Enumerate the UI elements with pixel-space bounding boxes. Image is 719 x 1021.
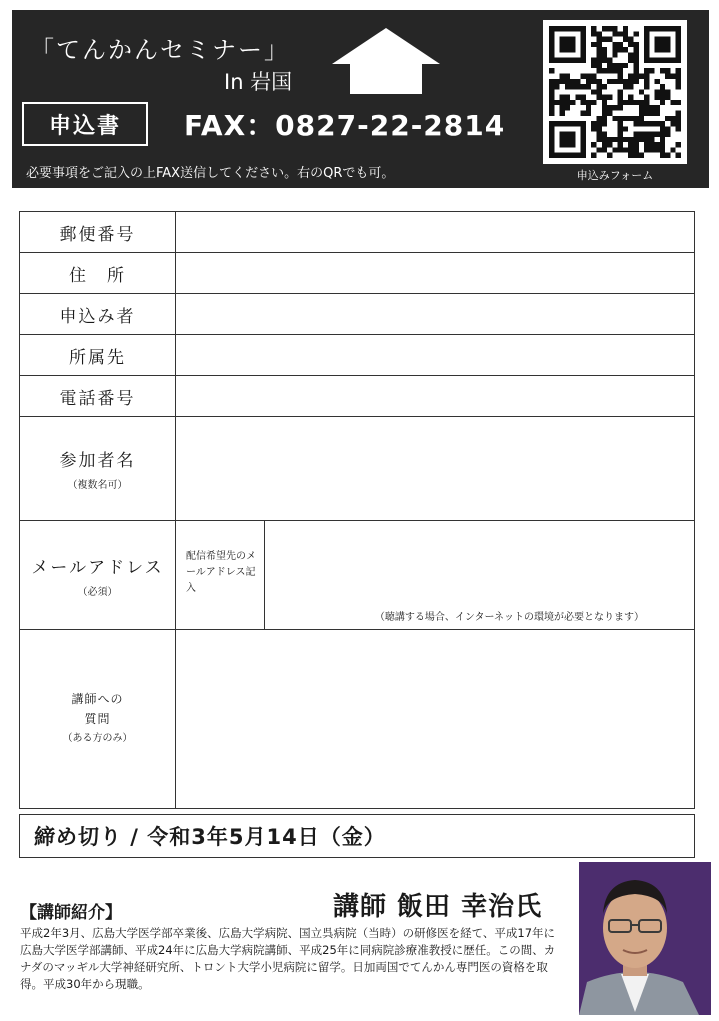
address-label: 住 所 [20, 253, 176, 293]
participants-note: （複数名可） [67, 480, 128, 491]
phone-label: 電話番号 [20, 376, 176, 416]
qr-code[interactable] [543, 20, 687, 164]
phone-field[interactable] [176, 376, 694, 416]
lecturer-bio: 平成2年3月、広島大学医学部卒業後、広島大学病院、国立呉病院（当時）の研修医を経て、平成17年に広島大学医学部講師、平成24年に広島大学病院講師、平成25年に同病院診療准教授に歴任。この間、カナダのマッギル大学神経研究所、トロント大学小児病院に留学。日加両国でてんかん専門医の資格を取得。平成30年から現職。 [20, 926, 556, 991]
application-form-badge: 申込書 [22, 102, 148, 146]
header-banner [12, 10, 709, 188]
seminar-title: 「てんかんセミナー」 [30, 36, 290, 64]
lecturer-name: 講師 飯田 幸治氏 [333, 892, 543, 922]
email-label: メールアドレス [31, 557, 164, 578]
qr-code-icon [549, 26, 681, 158]
deadline-banner: 締め切り / 令和3年5月14日（金） [19, 814, 695, 858]
house-icon [330, 26, 442, 96]
email-required-note: （必須） [77, 586, 118, 598]
address-field[interactable] [176, 253, 694, 293]
email-field[interactable] [265, 521, 694, 629]
participants-label: 参加者名 [59, 451, 136, 471]
question-note: （ある方のみ） [62, 733, 133, 744]
question-field[interactable] [176, 630, 694, 808]
affiliation-label: 所属先 [20, 335, 176, 375]
affiliation-row [20, 335, 694, 376]
address-row [20, 253, 694, 294]
participants-label-cell [20, 417, 176, 520]
application-form-table [19, 211, 695, 809]
question-label-line1: 講師への [71, 692, 124, 706]
fax-number: FAX：0827-22-2814 [184, 109, 506, 142]
participants-row [20, 417, 694, 521]
qr-label: 申込みフォーム [576, 169, 654, 182]
email-delivery-note: 配信希望先のメールアドレス記入 [176, 521, 265, 629]
postal-code-field[interactable] [176, 212, 694, 252]
affiliation-field[interactable] [176, 335, 694, 375]
participants-field[interactable] [176, 417, 694, 520]
question-label-cell [20, 630, 176, 808]
applicant-label: 申込み者 [20, 294, 176, 334]
phone-row [20, 376, 694, 417]
lecturer-intro-heading: 【講師紹介】 [20, 903, 122, 923]
applicant-field[interactable] [176, 294, 694, 334]
email-row [20, 521, 694, 630]
email-label-cell [20, 521, 176, 629]
postal-code-label: 郵便番号 [20, 212, 176, 252]
instructions-text: 必要事項をご記入の上FAX送信してください。右のQRでも可。 [26, 166, 395, 181]
seminar-location: In 岩国 [224, 70, 293, 94]
question-row [20, 630, 694, 808]
question-label-line2: 質問 [84, 712, 111, 726]
email-hint: （聴講する場合、インターネットの環境が必要となります） [374, 612, 644, 623]
applicant-row [20, 294, 694, 335]
lecturer-photo [559, 862, 711, 1015]
postal-code-row [20, 212, 694, 253]
